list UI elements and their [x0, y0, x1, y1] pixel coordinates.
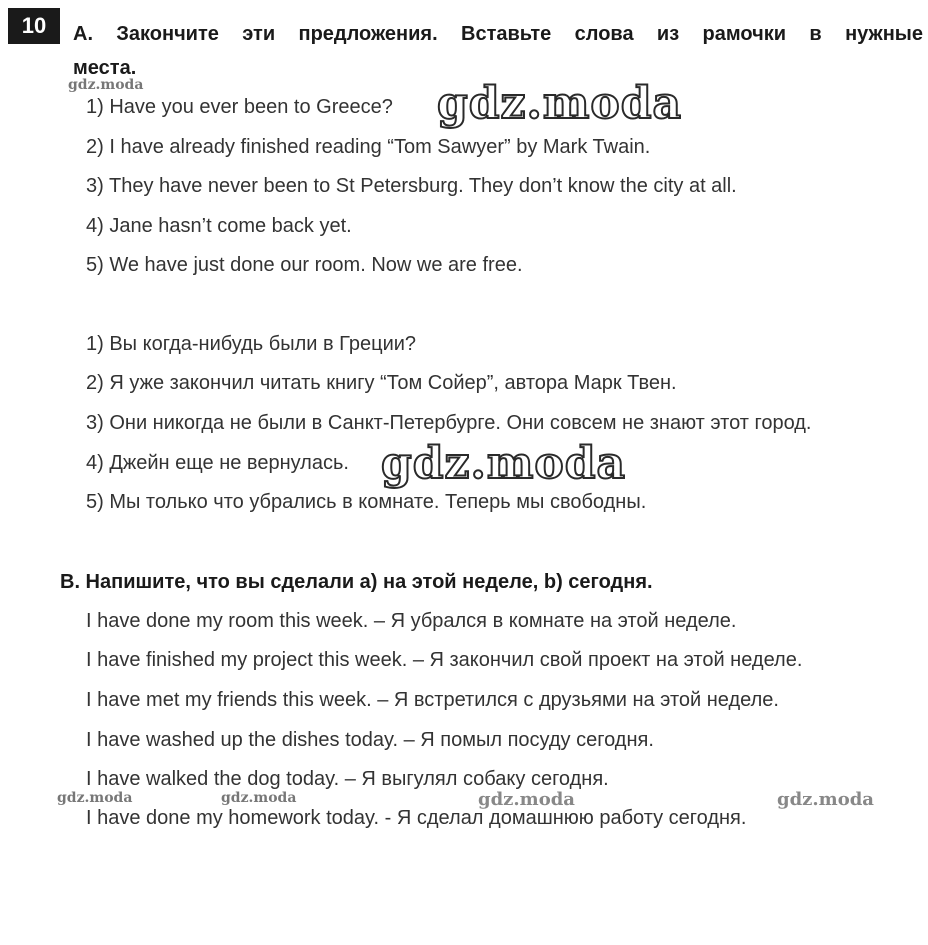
english-sentence-4: 4) Jane hasn’t come back yet.: [86, 215, 352, 237]
task-b-heading: B. Напишите, что вы сделали a) на этой неделе, b) сегодня.: [60, 571, 653, 593]
english-sentence-1: 1) Have you ever been to Greece?: [86, 96, 393, 118]
exercise-number-badge: 10: [8, 8, 60, 44]
task-a-heading: А. Закончите эти предложения. Вставьте слова из рамочки в нужные: [73, 23, 923, 45]
task-b-line-5: I have walked the dog today. – Я выгулял собаку сегодня.: [86, 768, 609, 790]
watermark-small: gdz.moda: [57, 790, 133, 806]
russian-sentence-2: 2) Я уже закончил читать книгу “Том Сойер”, автора Марк Твен.: [86, 372, 677, 394]
watermark-medium: gdz.moda: [777, 789, 874, 810]
russian-sentence-5: 5) Мы только что убрались в комнате. Теперь мы свободны.: [86, 491, 647, 513]
watermark-small: gdz.moda: [221, 790, 297, 806]
task-b-line-6: I have done my homework today. - Я сделал домашнюю работу сегодня.: [86, 807, 747, 829]
task-b-line-3: I have met my friends this week. – Я встретился с друзьями на этой неделе.: [86, 689, 779, 711]
russian-sentence-4: 4) Джейн еще не вернулась.: [86, 452, 349, 474]
task-a-heading-continued: места.: [73, 57, 137, 79]
english-sentence-3: 3) They have never been to St Petersburg. They don’t know the city at all.: [86, 175, 737, 197]
watermark-small: gdz.moda: [68, 77, 144, 93]
task-b-line-1: I have done my room this week. – Я убрался в комнате на этой неделе.: [86, 610, 737, 632]
english-sentence-5: 5) We have just done our room. Now we are free.: [86, 254, 523, 276]
english-sentence-2: 2) I have already finished reading “Tom Sawyer” by Mark Twain.: [86, 136, 651, 158]
task-b-line-2: I have finished my project this week. – Я закончил свой проект на этой неделе.: [86, 649, 803, 671]
watermark-large: gdz.moda: [437, 78, 683, 129]
watermark-medium: gdz.moda: [478, 789, 575, 810]
russian-sentence-3: 3) Они никогда не были в Санкт-Петербурге. Они совсем не знают этот город.: [86, 412, 812, 434]
task-b-line-4: I have washed up the dishes today. – Я помыл посуду сегодня.: [86, 729, 654, 751]
russian-sentence-1: 1) Вы когда-нибудь были в Греции?: [86, 333, 417, 355]
watermark-large: gdz.moda: [381, 438, 627, 489]
